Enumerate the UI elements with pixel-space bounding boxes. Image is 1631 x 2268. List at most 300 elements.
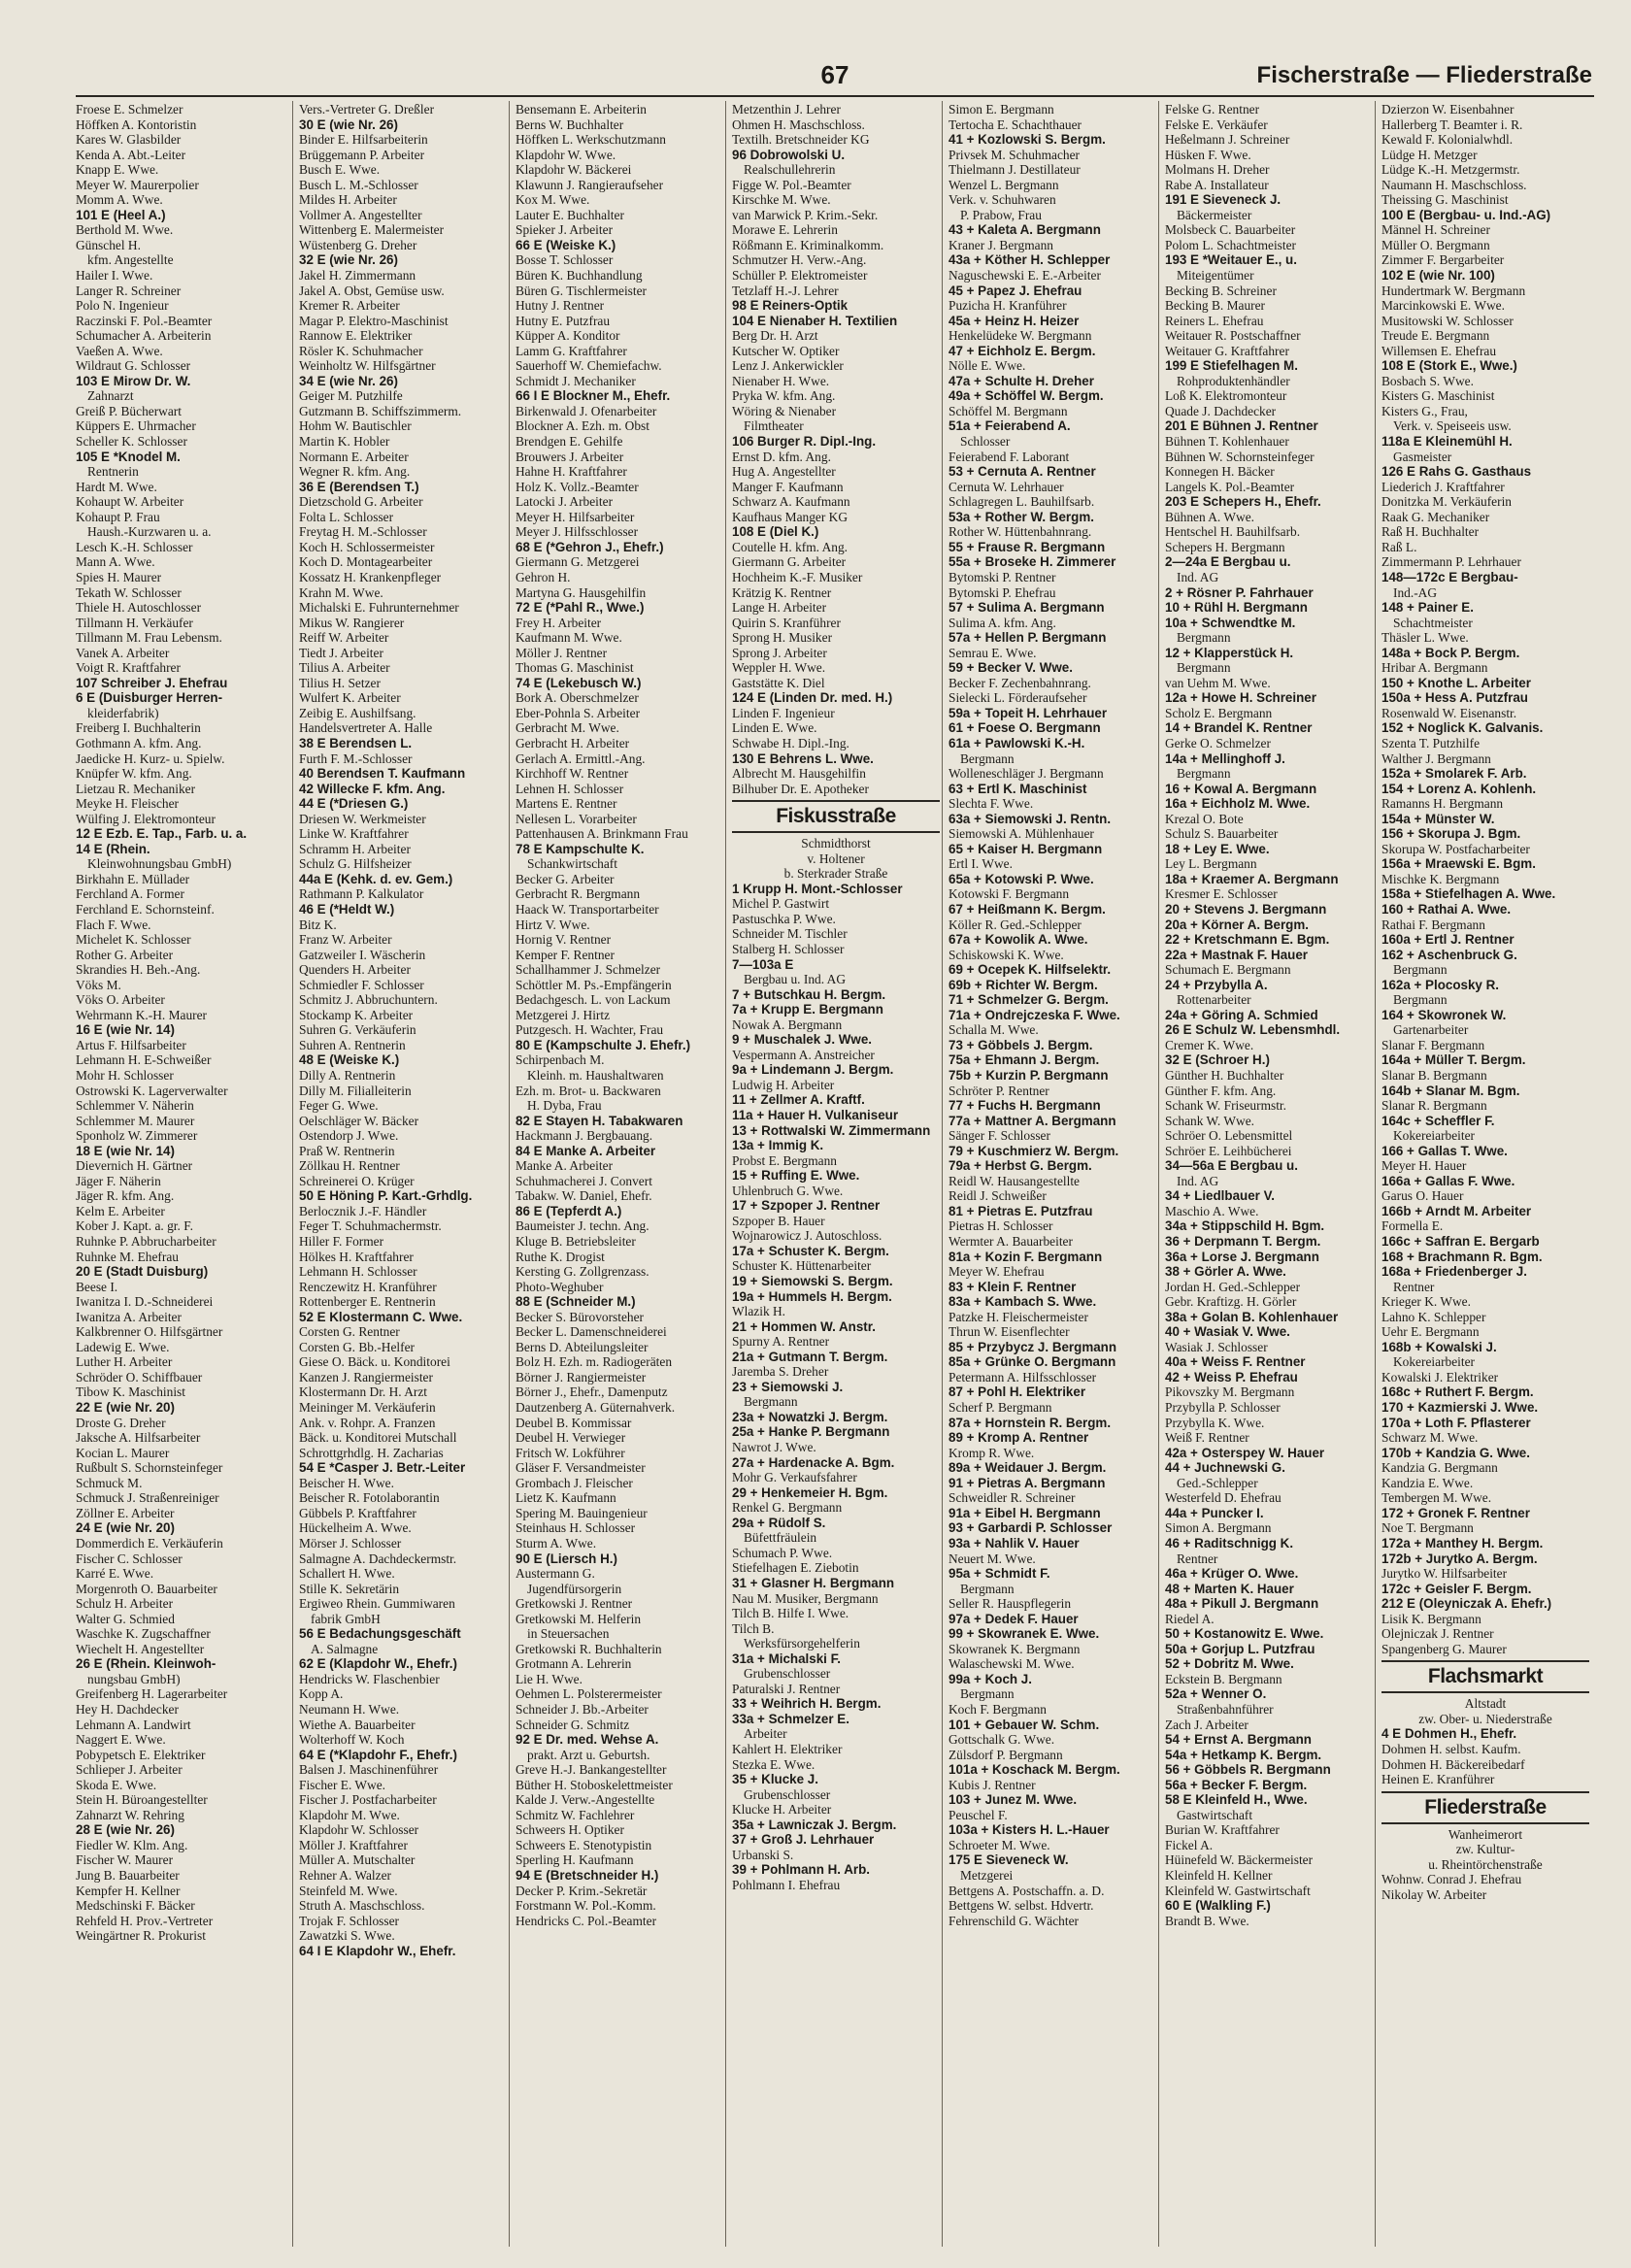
house-entry: 4 E Dohmen H., Ehefr.: [1381, 1726, 1517, 1742]
resident-entry: Schüller P. Elektromeister: [732, 268, 868, 284]
resident-entry: Kanzen J. Rangiermeister: [299, 1369, 433, 1384]
house-entry: 61a + Pawlowski K.-H.: [949, 735, 1085, 750]
resident-entry: Metzenthin J. Lehrer: [732, 102, 841, 117]
resident-entry: Mohr H. Schlosser: [76, 1068, 174, 1083]
resident-entry: Handelsvertreter A. Halle: [299, 720, 433, 736]
resident-entry: Baumeister J. techn. Ang.: [516, 1218, 649, 1234]
resident-entry: Krezal O. Bote: [1165, 811, 1244, 826]
street-subtitle: b. Sterkrader Straße: [783, 866, 888, 882]
house-entry: 96 Dobrowolski U.: [732, 147, 846, 162]
resident-entry: Ostendorp J. Wwe.: [299, 1128, 399, 1144]
house-entry: 12a + Howe H. Schreiner: [1165, 690, 1316, 706]
house-entry: 63 + Ertl K. Maschinist: [949, 781, 1087, 796]
resident-entry: Vers.-Vertreter G. Dreßler: [299, 102, 435, 117]
resident-entry: Dzierzon W. Eisenbahner: [1381, 102, 1514, 117]
resident-entry: Medschinski F. Bäcker: [76, 1898, 195, 1914]
resident-entry: Börner J., Ehefr., Damenputz: [516, 1384, 668, 1400]
house-entry: 87a + Hornstein R. Bergm.: [949, 1415, 1112, 1430]
resident-entry: Schepers H. Bergmann: [1165, 539, 1285, 554]
resident-entry: Tertocha E. Schachthauer: [949, 117, 1082, 132]
resident-entry: Freytag H. M.-Schlosser: [299, 524, 427, 540]
house-entry: 69 + Ocepek K. Hilfselektr.: [949, 962, 1112, 978]
resident-entry: Kluge B. Betriebsleiter: [516, 1234, 636, 1250]
resident-entry: Kalkbrenner O. Hilfsgärtner: [76, 1324, 223, 1340]
resident-entry: Hug A. Angestellter: [732, 464, 836, 480]
resident-entry: Schmitz W. Fachlehrer: [516, 1807, 635, 1822]
resident-entry: Sielecki L. Förderaufseher: [949, 690, 1087, 706]
resident-entry: Krahn M. Wwe.: [299, 584, 383, 600]
resident-entry: Spangenberg G. Maurer: [1381, 1641, 1507, 1656]
house-entry: 95a + Schmidt F.: [949, 1566, 1050, 1582]
entry-continuation: Kokereiarbeiter: [1393, 1354, 1476, 1370]
resident-entry: Weingärtner R. Prokurist: [76, 1928, 206, 1944]
resident-entry: Scherf P. Bergmann: [949, 1400, 1052, 1416]
house-entry: 18 E (wie Nr. 14): [76, 1143, 175, 1158]
house-entry: 85 + Przybycz J. Bergmann: [949, 1339, 1117, 1354]
house-entry: 148—172c E Bergbau-: [1381, 569, 1518, 584]
house-entry: 53a + Rother W. Bergm.: [949, 509, 1094, 524]
house-entry: 166 + Gallas T. Wwe.: [1381, 1143, 1508, 1158]
resident-entry: Schulz H. Arbeiter: [76, 1596, 174, 1612]
resident-entry: Lahno K. Schlepper: [1381, 1309, 1486, 1324]
resident-entry: Nawrot J. Wwe.: [732, 1440, 816, 1455]
resident-entry: Sänger F. Schlosser: [949, 1128, 1050, 1144]
resident-entry: Liederich J. Kraftfahrer: [1381, 479, 1505, 494]
resident-entry: Loß K. Elektromonteur: [1165, 388, 1287, 404]
entry-continuation: Gasmeister: [1393, 449, 1452, 464]
resident-entry: Naumann H. Maschschloss.: [1381, 177, 1527, 192]
entry-continuation: A. Salmagne: [311, 1641, 379, 1656]
resident-entry: Schumach P. Wwe.: [732, 1545, 833, 1560]
directory-column: [1375, 101, 1591, 2247]
house-entry: 58 E Kleinfeld H., Wwe.: [1165, 1792, 1308, 1808]
resident-entry: Cernuta W. Lehrhauer: [949, 479, 1064, 494]
resident-entry: Schallert H. Wwe.: [299, 1566, 395, 1582]
house-entry: 52 E Klostermann C. Wwe.: [299, 1309, 463, 1324]
resident-entry: Berns W. Buchhalter: [516, 117, 624, 132]
resident-entry: Oelschläger W. Bäcker: [299, 1113, 419, 1128]
resident-entry: Nikolay W. Arbeiter: [1381, 1886, 1487, 1902]
resident-entry: Kandzia E. Wwe.: [1381, 1475, 1474, 1490]
resident-entry: Quenders H. Arbeiter: [299, 962, 411, 978]
house-entry: 34—56a E Bergbau u.: [1165, 1158, 1298, 1174]
resident-entry: Cremer K. Wwe.: [1165, 1037, 1254, 1052]
house-entry: 172c + Geisler F. Bergm.: [1381, 1581, 1532, 1596]
resident-entry: Schlagregen L. Bauhilfsarb.: [949, 494, 1095, 510]
house-entry: 108 E (Stork E., Wwe.): [1381, 358, 1517, 374]
resident-entry: Wittenberg E. Malermeister: [299, 222, 445, 238]
resident-entry: Tiedt J. Arbeiter: [299, 645, 383, 660]
resident-entry: Ruhnke P. Abbrucharbeiter: [76, 1234, 216, 1250]
resident-entry: Wüstenberg G. Dreher: [299, 237, 417, 252]
resident-entry: Feger G. Wwe.: [299, 1098, 379, 1114]
house-entry: 11a + Hauer H. Vulkaniseur: [732, 1108, 899, 1122]
resident-entry: Dohmen H. selbst. Kaufm.: [1381, 1741, 1521, 1756]
resident-entry: Theissing G. Maschinist: [1381, 192, 1509, 208]
house-entry: 160a + Ertl J. Rentner: [1381, 932, 1514, 948]
house-entry: 166a + Gallas F. Wwe.: [1381, 1173, 1515, 1188]
resident-entry: Berns D. Abteilungsleiter: [516, 1339, 649, 1354]
resident-entry: Günther F. kfm. Ang.: [1165, 1083, 1277, 1098]
house-entry: 33 + Weihrich H. Bergm.: [732, 1696, 882, 1712]
house-entry: 172 + Gronek F. Rentner: [1381, 1505, 1530, 1520]
resident-entry: Grotmann A. Lehrerin: [516, 1656, 632, 1672]
resident-entry: Wildraut G. Schlosser: [76, 358, 191, 374]
resident-entry: Berthold M. Wwe.: [76, 222, 174, 238]
resident-entry: Birkhahn E. Müllader: [76, 871, 190, 886]
resident-entry: Freiberg I. Buchhalterin: [76, 720, 201, 736]
house-entry: 20 + Stevens J. Bergmann: [1165, 901, 1327, 917]
resident-entry: Burian W. Kraftfahrer: [1165, 1822, 1280, 1838]
house-entry: 67 + Heißmann K. Bergm.: [949, 901, 1106, 917]
house-entry: 108 E (Diel K.): [732, 524, 819, 540]
resident-entry: Franz W. Arbeiter: [299, 932, 392, 948]
house-entry: 85a + Grünke O. Bergmann: [949, 1354, 1116, 1370]
resident-entry: Wülfing J. Elektromonteur: [76, 811, 216, 826]
resident-entry: Hey H. Dachdecker: [76, 1701, 179, 1717]
entry-continuation: Büfettfräulein: [744, 1530, 817, 1546]
resident-entry: Scholz E. Bergmann: [1165, 705, 1273, 720]
resident-entry: Spieker J. Arbeiter: [516, 222, 614, 238]
house-entry: 50a + Gorjup L. Putzfrau: [1165, 1641, 1315, 1656]
resident-entry: Dautzenberg A. Güternahverk.: [516, 1400, 676, 1416]
resident-entry: Deubel H. Verwieger: [516, 1430, 626, 1446]
house-entry: 100 E (Bergbau- u. Ind.-AG): [1381, 207, 1551, 222]
house-entry: 63a + Siemowski J. Rentn.: [949, 811, 1112, 826]
resident-entry: Verk. v. Schuhwaren: [949, 192, 1056, 208]
entry-continuation: Bäckermeister: [1177, 207, 1252, 222]
resident-entry: Magar P. Elektro-Maschinist: [299, 313, 449, 328]
resident-entry: Schröer O. Lebensmittel: [1165, 1128, 1293, 1144]
resident-entry: Gehron H.: [516, 569, 571, 584]
directory-column: [725, 101, 942, 2247]
resident-entry: Kandzia G. Bergmann: [1381, 1460, 1498, 1476]
house-entry: 82 E Stayen H. Tabakwaren: [516, 1113, 683, 1128]
house-entry: 16a + Eichholz M. Wwe.: [1165, 796, 1311, 812]
resident-entry: Wehrmann K.-H. Maurer: [76, 1007, 208, 1022]
resident-entry: Geiger M. Putzhilfe: [299, 388, 403, 404]
resident-entry: Birkenwald J. Ofenarbeiter: [516, 403, 657, 418]
resident-entry: Kaufhaus Manger KG: [732, 509, 848, 524]
house-entry: 31a + Michalski F.: [732, 1651, 842, 1666]
resident-entry: Meyer H. Hilfsarbeiter: [516, 509, 635, 524]
house-entry: 164a + Müller T. Bergm.: [1381, 1052, 1526, 1068]
resident-entry: Slanar R. Bergmann: [1381, 1098, 1487, 1114]
resident-entry: Puzicha H. Kranführer: [949, 298, 1067, 314]
house-entry: 20 E (Stadt Duisburg): [76, 1264, 209, 1280]
resident-entry: Putzgesch. H. Wachter, Frau: [516, 1022, 664, 1038]
street-subtitle: v. Holtener: [807, 850, 865, 866]
resident-entry: Schröer E. Leihbücherei: [1165, 1143, 1292, 1158]
resident-entry: Schmuck J. Straßenreiniger: [76, 1490, 219, 1506]
resident-entry: Figge W. Pol.-Beamter: [732, 177, 851, 192]
resident-entry: Zach J. Arbeiter: [1165, 1717, 1248, 1732]
resident-entry: Renczewitz H. Kranführer: [299, 1279, 437, 1294]
resident-entry: Hiller F. Former: [299, 1234, 384, 1250]
resident-entry: Walther J. Bergmann: [1381, 750, 1491, 766]
resident-entry: Beischer R. Fotolaborantin: [299, 1490, 440, 1506]
running-head: Fischerstraße — Fliederstraße: [1256, 62, 1592, 88]
entry-continuation: Bergbau u. Ind. AG: [744, 972, 847, 987]
resident-entry: Wulfert K. Arbeiter: [299, 690, 401, 706]
resident-entry: Kelm E. Arbeiter: [76, 1203, 165, 1218]
resident-entry: Tilius A. Arbeiter: [299, 660, 390, 676]
house-entry: 14a + Mellinghoff J.: [1165, 750, 1285, 766]
resident-entry: Noe T. Bergmann: [1381, 1520, 1474, 1536]
resident-entry: Tillmann H. Verkäufer: [76, 615, 193, 630]
house-entry: 12 E Ezb. E. Tap., Farb. u. a.: [76, 826, 248, 842]
house-entry: 59a + Topeit H. Lehrhauer: [949, 705, 1108, 720]
house-entry: 34 E (wie Nr. 26): [299, 373, 398, 388]
resident-entry: Kohaupt W. Arbeiter: [76, 494, 184, 510]
resident-entry: Luther H. Arbeiter: [76, 1354, 173, 1370]
resident-entry: Wöring & Nienaber: [732, 403, 837, 418]
resident-entry: Börner J. Rangiermeister: [516, 1369, 647, 1384]
entry-continuation: Rohproduktenhändler: [1177, 373, 1290, 388]
house-entry: 40a + Weiss F. Rentner: [1165, 1354, 1306, 1370]
resident-entry: Bettgens A. Postschaffn. a. D.: [949, 1883, 1105, 1898]
resident-entry: Rathai F. Bergmann: [1381, 917, 1485, 932]
resident-entry: Waschke K. Zugschaffner: [76, 1626, 211, 1642]
resident-entry: Mildes H. Arbeiter: [299, 192, 397, 208]
resident-entry: Reiff W. Arbeiter: [299, 630, 389, 646]
resident-entry: Schmitz J. Abbruchuntern.: [299, 992, 438, 1008]
resident-entry: Suhren A. Rentnerin: [299, 1037, 406, 1052]
house-entry: 65a + Kotowski P. Wwe.: [949, 871, 1094, 886]
resident-entry: Becking B. Maurer: [1165, 298, 1266, 314]
house-entry: 56 E Bedachungsgeschäft: [299, 1626, 461, 1642]
resident-entry: Frey H. Arbeiter: [516, 615, 602, 630]
house-entry: 148 + Painer E.: [1381, 600, 1474, 616]
resident-entry: Meyer H. Hauer: [1381, 1158, 1467, 1174]
resident-entry: Klawunn J. Rangieraufseher: [516, 177, 664, 192]
resident-entry: Bilhuber Dr. E. Apotheker: [732, 781, 869, 796]
resident-entry: Furth F. M.-Schlosser: [299, 750, 413, 766]
house-entry: 71 + Schmelzer G. Bergm.: [949, 992, 1109, 1008]
resident-entry: Stezka E. Wwe.: [732, 1756, 816, 1772]
resident-entry: Seller R. Hauspflegerin: [949, 1596, 1072, 1612]
house-entry: 84 E Manke A. Arbeiter: [516, 1143, 656, 1158]
house-entry: 162 + Aschenbruck G.: [1381, 947, 1517, 962]
resident-entry: Slanar B. Bergmann: [1381, 1068, 1487, 1083]
resident-entry: Pohlmann I. Ehefrau: [732, 1877, 841, 1892]
house-entry: 7 + Butschkau H. Bergm.: [732, 986, 886, 1002]
house-entry: 83 + Klein F. Rentner: [949, 1279, 1077, 1294]
resident-entry: Fischer W. Maurer: [76, 1852, 174, 1868]
house-entry: 57 + Sulima A. Bergmann: [949, 600, 1105, 616]
resident-entry: Heinen E. Kranführer: [1381, 1772, 1495, 1787]
resident-entry: Zeibig E. Aushilfsang.: [299, 705, 416, 720]
resident-entry: Marcinkowski E. Wwe.: [1381, 298, 1505, 314]
resident-entry: Manke A. Arbeiter: [516, 1158, 614, 1174]
resident-entry: Gottschalk G. Wwe.: [949, 1732, 1055, 1748]
resident-entry: Höffken A. Kontoristin: [76, 117, 197, 132]
resident-entry: Przybylla K. Wwe.: [1165, 1415, 1265, 1430]
resident-entry: Schrottgrhdlg. H. Zacharias: [299, 1445, 444, 1460]
resident-entry: Zawatzki S. Wwe.: [299, 1928, 395, 1944]
resident-entry: Lauter E. Buchhalter: [516, 207, 624, 222]
resident-entry: Berg Dr. H. Arzt: [732, 328, 818, 344]
resident-entry: Michelet K. Schlosser: [76, 932, 191, 948]
resident-entry: Normann E. Arbeiter: [299, 449, 409, 464]
house-entry: 10 + Rühl H. Bergmann: [1165, 600, 1308, 616]
resident-entry: Möller J. Kraftfahrer: [299, 1837, 408, 1852]
resident-entry: Rathmann P. Kalkulator: [299, 886, 424, 902]
resident-entry: Ohmen H. Maschschloss.: [732, 117, 865, 132]
resident-entry: Folta L. Schlosser: [299, 509, 394, 524]
resident-entry: Ley L. Bergmann: [1165, 856, 1257, 872]
entry-continuation: Bergmann: [1177, 630, 1231, 646]
resident-entry: Weiß F. Rentner: [1165, 1430, 1249, 1446]
entry-continuation: Ind.-AG: [1393, 584, 1437, 600]
resident-entry: Kober J. Kapt. a. gr. F.: [76, 1218, 193, 1234]
resident-entry: Schmutzer H. Verw.-Ang.: [732, 252, 867, 268]
resident-entry: Zimmermann P. Lehrhauer: [1381, 554, 1521, 570]
street-subtitle: Schmidthorst: [801, 836, 871, 851]
house-entry: 103 + Junez M. Wwe.: [949, 1792, 1078, 1808]
resident-entry: Fickel A.: [1165, 1837, 1214, 1852]
house-entry: 65 + Kaiser H. Bergmann: [949, 841, 1103, 856]
house-entry: 93a + Nahlik V. Hauer: [949, 1535, 1080, 1551]
resident-entry: Tilch B.: [732, 1620, 775, 1636]
house-entry: 52 + Dobritz M. Wwe.: [1165, 1656, 1294, 1672]
house-entry: 12 + Klapperstück H.: [1165, 645, 1294, 660]
house-entry: 33a + Schmelzer E.: [732, 1711, 849, 1726]
house-entry: 44 E (*Driesen G.): [299, 796, 409, 812]
resident-entry: Salmagne A. Dachdeckermstr.: [299, 1551, 457, 1566]
resident-entry: Decker P. Krim.-Sekretär: [516, 1883, 648, 1898]
entry-continuation: Miteigentümer: [1177, 268, 1254, 284]
entry-continuation: P. Prabow, Frau: [960, 207, 1042, 222]
resident-entry: Schank W. Friseurmstr.: [1165, 1098, 1286, 1114]
resident-entry: Schröter P. Rentner: [949, 1083, 1049, 1098]
resident-entry: Reiners L. Ehefrau: [1165, 313, 1264, 328]
resident-entry: Klapdohr W. Wwe.: [516, 147, 616, 162]
resident-entry: Meininger M. Verkäuferin: [299, 1400, 436, 1416]
house-entry: 10a + Schwendtke M.: [1165, 615, 1296, 630]
resident-entry: Schwarz M. Wwe.: [1381, 1430, 1479, 1446]
house-entry: 22 E (wie Nr. 20): [76, 1400, 175, 1416]
resident-entry: Petermann A. Hilfsschlosser: [949, 1369, 1097, 1384]
house-entry: 54a + Hetkamp K. Bergm.: [1165, 1747, 1322, 1762]
directory-column: [942, 101, 1158, 2247]
resident-entry: Meyer J. Hilfsschlosser: [516, 524, 639, 540]
resident-entry: Feierabend F. Laborant: [949, 449, 1070, 464]
entry-continuation: Bergmann: [960, 1581, 1015, 1596]
resident-entry: Berlocznik J.-F. Händler: [299, 1203, 427, 1218]
resident-entry: Vollmer A. Angestellter: [299, 207, 422, 222]
resident-entry: Giese O. Bäck. u. Konditorei: [299, 1354, 450, 1370]
resident-entry: Schulz G. Hilfsheizer: [299, 856, 412, 872]
resident-entry: Schmiedler F. Schlosser: [299, 977, 424, 992]
entry-continuation: Bergmann: [1177, 766, 1231, 782]
street-heading: Fiskusstraße: [732, 800, 940, 833]
resident-entry: Fritsch W. Lokführer: [516, 1445, 625, 1460]
entry-continuation: prakt. Arzt u. Geburtsh.: [527, 1747, 650, 1762]
resident-entry: Busch L. M.-Schlosser: [299, 177, 418, 192]
resident-entry: Vespermann A. Anstreicher: [732, 1047, 875, 1062]
resident-entry: Felske G. Rentner: [1165, 102, 1260, 117]
house-entry: 34a + Stippschild H. Bgm.: [1165, 1218, 1325, 1234]
street-subtitle: Wanheimerort: [1448, 1826, 1523, 1842]
resident-entry: Ertl I. Wwe.: [949, 856, 1013, 872]
resident-entry: Sulima A. kfm. Ang.: [949, 615, 1056, 630]
entry-continuation: Kokereiarbeiter: [1393, 1128, 1476, 1144]
resident-entry: Kremer R. Arbeiter: [299, 298, 400, 314]
resident-entry: Tembergen M. Wwe.: [1381, 1490, 1492, 1506]
resident-entry: Eber-Pohnla S. Arbeiter: [516, 705, 641, 720]
house-entry: 166c + Saffran E. Bergarb: [1381, 1234, 1540, 1250]
entry-continuation: Filmtheater: [744, 418, 804, 434]
house-entry: 48a + Pikull J. Bergmann: [1165, 1596, 1319, 1612]
house-entry: 29 + Henkemeier H. Bgm.: [732, 1484, 888, 1500]
resident-entry: Schneider M. Tischler: [732, 926, 848, 942]
resident-entry: Zahnarzt W. Rehring: [76, 1807, 184, 1822]
house-entry: 17 + Szpoper J. Rentner: [732, 1198, 881, 1214]
resident-entry: Krätzig K. Rentner: [732, 584, 832, 600]
resident-entry: Simon A. Bergmann: [1165, 1520, 1272, 1536]
resident-entry: Ramanns H. Bergmann: [1381, 796, 1504, 812]
resident-entry: Artus F. Hilfsarbeiter: [76, 1037, 186, 1052]
resident-entry: Spies H. Maurer: [76, 569, 162, 584]
resident-entry: Riedel A.: [1165, 1611, 1215, 1626]
resident-entry: Lietz K. Kaufmann: [516, 1490, 616, 1506]
resident-entry: Schumach E. Bergmann: [1165, 962, 1291, 978]
house-entry: 26 E (Rhein. Kleinwoh-: [76, 1656, 216, 1672]
house-entry: 156a + Mraewski E. Bgm.: [1381, 856, 1536, 872]
resident-entry: Hutny J. Rentner: [516, 298, 605, 314]
resident-entry: Gübbels P. Kraftfahrer: [299, 1505, 416, 1520]
house-entry: 168b + Kowalski J.: [1381, 1339, 1497, 1354]
house-entry: 203 E Schepers H., Ehefr.: [1165, 494, 1321, 510]
resident-entry: Brandt B. Wwe.: [1165, 1913, 1249, 1928]
house-entry: 88 E (Schneider M.): [516, 1294, 636, 1310]
resident-entry: Hentschel H. Bauhilfsarb.: [1165, 524, 1301, 540]
house-entry: 40 Berendsen T. Kaufmann: [299, 766, 466, 782]
resident-entry: Weitauer G. Kraftfahrer: [1165, 343, 1289, 358]
house-entry: 25a + Hanke P. Bergmann: [732, 1424, 890, 1440]
resident-entry: Lisik K. Bergmann: [1381, 1611, 1481, 1626]
resident-entry: Skoda E. Wwe.: [76, 1777, 157, 1792]
resident-entry: Urbanski S.: [732, 1847, 794, 1862]
house-entry: 7a + Krupp E. Bergmann: [732, 1002, 883, 1017]
house-entry: 44 + Juchnewski G.: [1165, 1460, 1285, 1476]
resident-entry: Ostrowski K. Lagerverwalter: [76, 1083, 228, 1098]
house-entry: 9a + Lindemann J. Bergm.: [732, 1062, 894, 1078]
house-entry: 47a + Schulte H. Dreher: [949, 373, 1094, 388]
house-entry: 66 E (Weiske K.): [516, 237, 616, 252]
resident-entry: Raß H. Buchhalter: [1381, 524, 1480, 540]
resident-entry: Schumacher A. Arbeiterin: [76, 328, 212, 344]
house-entry: 34 + Liedlbauer V.: [1165, 1188, 1276, 1204]
resident-entry: Gretkowski J. Rentner: [516, 1596, 633, 1612]
resident-entry: Thrun W. Eisenflechter: [949, 1324, 1070, 1340]
resident-entry: Gutzmann B. Schiffszimmerm.: [299, 403, 462, 418]
house-entry: 7—103a E: [732, 956, 794, 972]
house-entry: 38a + Golan B. Kohlenhauer: [1165, 1309, 1339, 1324]
resident-entry: Kersting G. Zollgrenzass.: [516, 1264, 649, 1280]
resident-entry: Bühnen W. Schornsteinfeger: [1165, 449, 1315, 464]
house-entry: 201 E Bühnen J. Rentner: [1165, 418, 1318, 434]
house-entry: 68 E (*Gehron J., Ehefr.): [516, 539, 664, 554]
resident-entry: Jaksche A. Hilfsarbeiter: [76, 1430, 201, 1446]
resident-entry: Weinholtz W. Hilfsgärtner: [299, 358, 436, 374]
resident-entry: Maschio A. Wwe.: [1165, 1203, 1259, 1218]
resident-entry: Nienaber H. Wwe.: [732, 373, 830, 388]
house-entry: 79 + Kuschmierz W. Bergm.: [949, 1143, 1119, 1158]
house-entry: 26 E Schulz W. Lebensmhdl.: [1165, 1022, 1341, 1038]
house-entry: 1 Krupp H. Mont.-Schlosser: [732, 881, 903, 896]
